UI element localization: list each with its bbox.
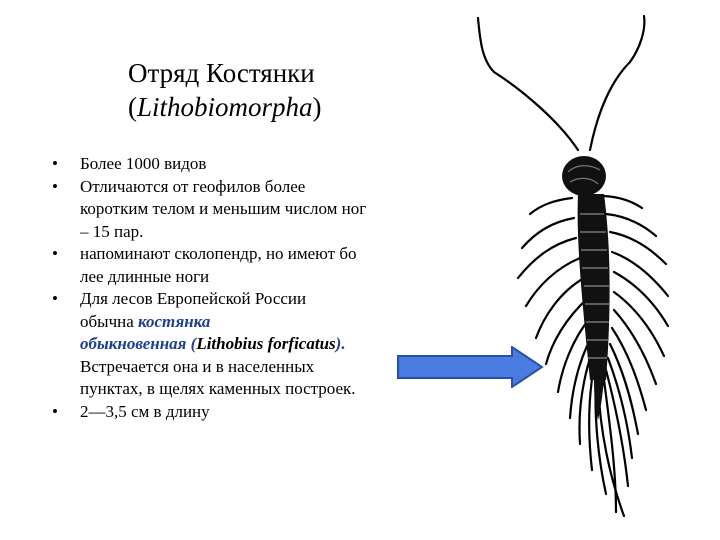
bullet-item: • Более 1000 видов [52,153,452,176]
species-name-latin: Lithobius forficatus [196,334,336,353]
bullet-list [52,153,452,423]
bullet-icon: • [52,401,58,421]
bullet-icon: • [52,176,58,196]
bullet-icon: • [52,244,58,263]
title-latin: Lithobiomorpha [137,92,313,122]
species-name-ru: костянка [138,311,211,331]
bullet-item: • Для лесов Европейской России обычна костянка обыкновенная (Lithobius forficatus). Встречается она и в населенных пунктах, в щелях каменных построек. [52,289,356,398]
title-latin-line: (Lithobiomorpha) [128,92,322,122]
bullet-item: • Отличаются от геофилов более коротким телом и меньшим числом ног – 15 пар. [52,176,367,241]
centipede-illustration [460,0,720,540]
bullet-item: • напоминают сколопендр, но имеют бо лее длинные ноги [52,244,357,286]
bullet-item: • 2—3,5 см в длину [52,401,452,424]
bullet-icon: • [52,154,58,173]
slide-title [128,56,322,124]
title-russian: Отряд Костянки [128,58,315,88]
bullet-icon: • [52,289,58,308]
